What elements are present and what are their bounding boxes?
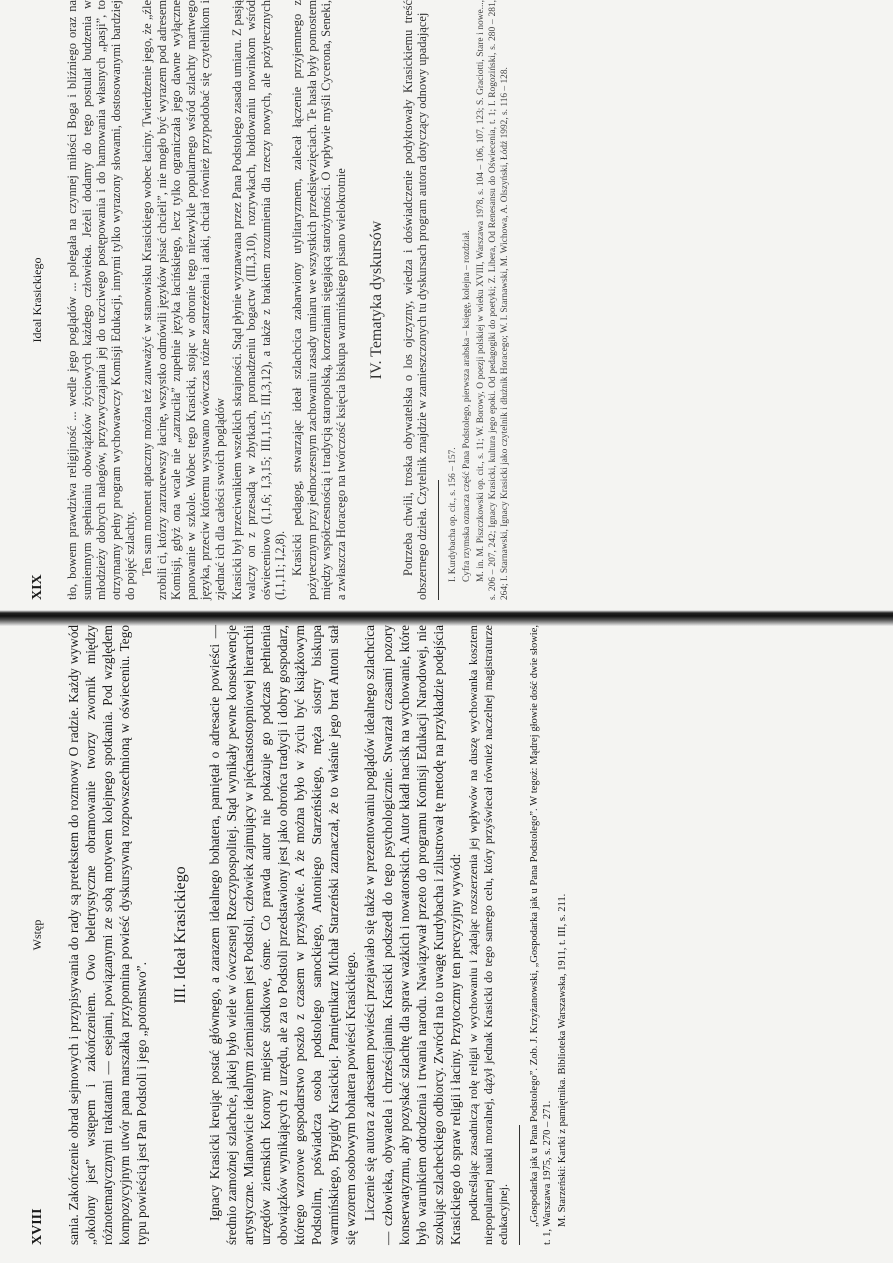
section-heading: IV. Tematyka dyskursów [368,220,386,380]
running-title: Ideal Krasickiego [30,257,44,343]
section-heading: III. Ideał Krasickiego [172,866,190,1004]
paragraph: Krasicki pedagog, stwarzając ideał szlachcica zabarwiony utylitaryzmem, zalecał łączenie przyjemnego z pożytecznym przy jednoczesnym zachowaniu zasady umiaru we wszystkich przedsięwzięciach. Te hasła były pomostem między współczesnością i tradycją staropolską, korzeniami sięgającą starożytności. O wpływie myśli Cycerona, Seneki, a zwłaszcza Horacego na twórczość księcia biskupa warmińskiego pisano wielokrotnie [289,0,348,600]
paragraph: Krasicki był przeciwnikiem wszelkich skrajności. Stąd płynie wyznawana przez Pana Podstolego zasada umiaru. Z pasją walczy on z przesadą w zbytkach, promadzeniu bogactw (III,3,10), rozrywkach, hołdowaniu nowinkom wśród oświeceniowo (I,1,6; I,3,15; III,1,15; III,3,12), a także z brakiem zrozumienia dla rzeczy nowych, ale pożytecznych (I,1,11; I,2,8). [229,0,288,600]
paragraph: tło, bowem prawdziwa religijność ... wedle jego poglądów ... polegała na czynnej miłości Boga i bliźniego oraz na sumiennym spełnianiu obowiązków życiowych każdego człowieka. Jeżeli dodamy do tego postulat budzenia w młodzieży dobrych nałogów, przyzwyczajania jej do uczciwego postępowania i do hamowania własnych „pasji”, to otrzymamy pełny program wychowawczy Komisji Edukacji, innymi tylko wyrazony słowami, dostosowanymi bardziej do pojęć szlachty. [65,0,138,600]
bottom-page [20,625,880,1245]
top-page [20,0,880,600]
footnote-rule [438,480,439,600]
footnote: I. Kurdybacha op. cit., s. 156 – 157. [448,447,459,582]
paragraph: Ignacy Krasicki kreując postać głównego, a zarazem idealnego bohatera, pamiętał o adresacie powieści — średnio zamożnej szlachcie, jakiej było wiele w ówczesnej Rzeczypospolitej. Stąd wynikały pewne konsekwencje artystyczne. Mianowicie idealnym ziemianinem jest Podstoli, człowiek zajmujący w pięćnastostopniowej hierarchii urzędów ziemskich Korony miejsce środkowe, ósme. Co prawda autor nie pokazuje go podczas pełnienia obowiązków wynikających z urzędu, ale za to Podstoli przedstawiony jest jako obrońca tradycji i dobry gospodarz, którego wzorowe gospodarstwo poszło z czasem w przysłowie. A że można było w życiu być książkowym Podstolim, poświadcza osoba podstolego sanockiego, Antoniego Starzeńskiego, męża siostry biskupa warmińskiego, Brygidy Krasickiej. Pamiętnikarz Michał Starzeński zaznaczał, że to właśnie jego brat Antoni stał się wzorem osobowym bohatera powieści Krasickiego. [206,625,359,1245]
page-body [65,625,571,1245]
page-gutter [0,610,893,626]
quotation: podkreślając zasadniczą rolę religii w wychowaniu i żądając rozszerzenia jej wpływów na duszę wychowanka kosztem niepopularnej nauki moralnej, dążył jednak Krasicki do tego samego celu, który przyświecał również naczelnej magistraturze edukacyjnej. [465,625,510,1245]
page-body [65,0,513,600]
footnote-rule [519,1125,520,1245]
running-title: Wstęp [30,919,44,951]
paragraph: sania. Zakończenie obrad sejmowych i przypisywania do rady są pretekstem do rozmowy O radzie. Każdy wywód „okolony jest” wstępem i zakończeniem. Owo beletrystyczne obramowanie tworzy zwornik między różnotematycznymi traktatami — esejami, powiązanymi ze sobą motywem kolejnego spotkania. Pod względem kompozycyjnym utwór pana marszałka przypomina powieść dyskursywną rozpowszechnioną w oświeceniu. Tego typu powieścią jest Pan Podstoli i jego „potomstwo”. [66,625,150,1245]
page-number: XVIII [30,1208,45,1245]
paragraph: Ten sam moment aptaczny można też zauważyć w stanowisku Krasickiego wobec łaciny. Twierdzenie jego, że „źle zrobili ci, którzy zarzucewszy łacinę, wszystko odmówili języków pisać chcieli”, nie mogło być wyrazem pod adresem Komisji, gdyż ona wcale nie „zarzuciła” zupełnie języka łacińskiego, lecz tylko ograniczała jego dawne wyłączne panowanie w szkole. Wobec tego Krasicki, stojąc w obronie tego niezwykle popularnego wśród szlachty martwego języka, przeciw któremu wysuwano wówczas różne zastrzeżenia i ataki, chciał również przypodobać się czytelnikom i zjednać ich dla całości swoich poglądów [139,0,227,600]
footnote: M. in. M. Piszczkowski op. cit., s. 11; W. Borowy, O poezji polskiej w wieku XVIII, Warszawa 1978, s. 104 – 106, 107, 123; S. Graciotti, Stare i nowe..., s. 206 – 207, 242; Ignacy Krasicki, kultura jego epoki. Od pedagogiki do poetyki; Z. Libera, Od Renesansu do Oświecenia, t. 1; I. Rogoziński, s. 280 – 281, 264; I. Starnawski, Ignacy Krasicki jako czytelnik i dłużnik Horacego; W. I. Starnawski, M. Wichowa, A. Olszyński, Łódź 1992, s. 116 – 128. [476,0,511,600]
footnotes [447,0,511,600]
footnote: Cyfra rzymska oznacza część Pana Podstolego, pierwsza arabska – księgę, kolejna – rozdział. [462,230,473,582]
paragraph: Liczenie się autora z adresatem powieści przejawiało się także w prezentowaniu poglądów idealnego szlachcica — człowieka, obywatela i chrześcijanina. Krasicki podszedł do tego psychologicznie. Stwarzał czasami pozory konserwatyzmu, aby pozyskać szlachtę dla spraw ważkich i nowatorskich. Autor kładł nacisk na wychowanie, które było warunkiem odrodzenia i trwania narodu. Nawiązywał przeto do programu Komisji Edukacji Narodowej, nie szokując szlacheckiego odbiorcy. Zwrócił na to uwagę Kurdybacha i zilustrował tę metodę na przykładzie podejścia Krasickiego do spraw religii i łaciny. Przytoczmy ten precyzyjny wywód: [362,625,463,1245]
footnote: „Gospodarka jak u Pana Podstolego”. Zob. J. Krzyżanowski, „Gospodarka jak u Pana Podstolego”. W tegoż: Mądrej głowie dość dwie słowie, t. 1, Warszawa 1975, s. 270 – 271. [528,625,553,1245]
paragraph: Potrzeba chwili, troska obywatelska o los ojczyzny, wiedza i doświadczenie podyktowały Krasickiemu treść obszernego dzieła. Czytelnik znajdzie w zamieszczonych tu dyskursach program autora dotyczący odnowy upadającej [400,0,430,600]
page-number: XIX [30,574,45,600]
footnote: M. Starzeński: Kartki z pamiętnika. Biblioteka Warszawska, 1911, t. III, s. 211. [556,893,568,1227]
footnotes [528,625,569,1245]
